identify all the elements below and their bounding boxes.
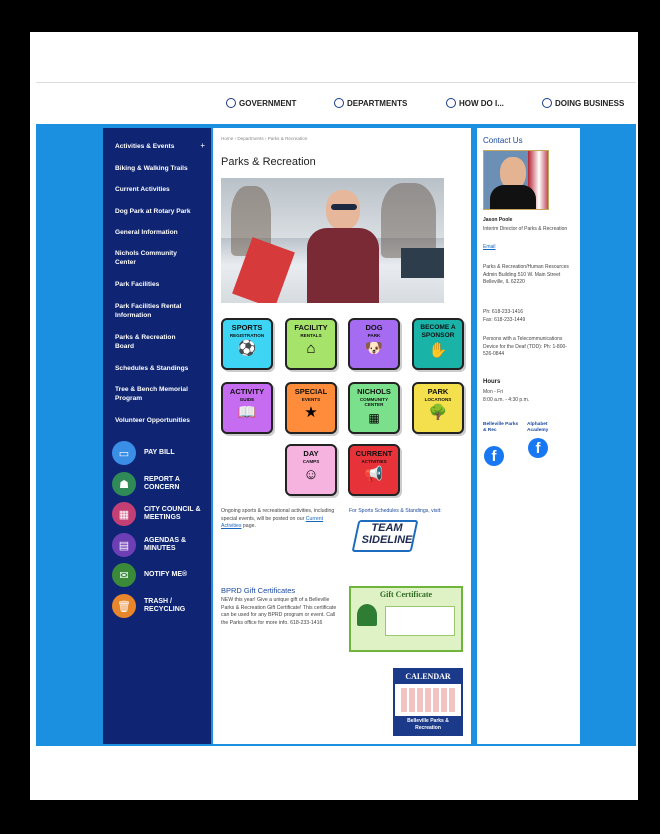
contact-fax: Fax: 618-233-1449 (483, 317, 526, 323)
tile-title: PARK (427, 387, 449, 396)
tile-title: DOG (365, 323, 383, 332)
quick-link-trash[interactable] (103, 594, 211, 618)
gift-heading: BPRD Gift Certificates (221, 586, 296, 595)
nav-doing-business[interactable] (542, 98, 624, 108)
tile-subtitle: PARK (367, 333, 381, 338)
calendar-icon: ▦ (112, 502, 136, 526)
quick-link-label: REPORT A CONCERN (144, 476, 180, 491)
tile-subtitle: COMMUNITY CENTER (359, 397, 389, 407)
tree-icon: 🌳 (428, 404, 448, 421)
tile-subtitle: REGISTRATION (229, 333, 265, 338)
quick-link-pay-bill[interactable] (103, 441, 211, 465)
calendar-grid-icon (401, 688, 455, 712)
nav-how-do-i[interactable] (446, 98, 504, 108)
tile-nichols-center[interactable] (348, 382, 400, 434)
tile-subtitle: EVENTS (301, 397, 321, 402)
sports-schedules-text: For Sports Schedules & Standings, visit: (349, 508, 442, 514)
social-label-alphabet[interactable]: Alphabet Academy (527, 422, 549, 433)
chat-icon: ✉ (112, 563, 136, 587)
nav-label: DOING BUSINESS (555, 98, 625, 108)
document-icon: ▤ (112, 533, 136, 557)
tile-title: FACILITY (294, 323, 328, 332)
contact-role: Interim Director of Parks & Recreation (483, 226, 568, 232)
ongoing-tail: page. (242, 523, 256, 529)
nav-label: HOW DO I... (459, 98, 504, 108)
sports-ball-icon: ⚽ (237, 340, 257, 357)
director-photo (221, 178, 444, 303)
hours-heading: Hours (483, 379, 501, 385)
contact-heading: Contact Us (483, 136, 523, 145)
tile-title: ACTIVITY (229, 387, 265, 396)
tile-title: BECOME A SPONSOR (420, 324, 456, 339)
sidebar-item-tree-bench[interactable]: Tree & Bench Memorial Program (115, 386, 188, 402)
page-title: Parks & Recreation (221, 156, 316, 168)
sidebar-item-biking-trails[interactable]: Biking & Walking Trails (115, 165, 188, 172)
contact-name: Jason Poole (483, 217, 513, 223)
circle-icon (334, 98, 344, 108)
tile-day-camps[interactable] (285, 444, 337, 496)
sidebar-item-general-info[interactable]: General Information (115, 229, 178, 236)
tile-title: CURRENT (355, 449, 393, 458)
circle-icon (226, 98, 236, 108)
social-label-parks[interactable]: Belleville Parks & Rec (483, 422, 519, 433)
facebook-icon[interactable]: f (484, 446, 504, 466)
tile-subtitle: CAMPS (302, 459, 320, 464)
circle-icon (446, 98, 456, 108)
sidebar-item-park-facilities[interactable]: Park Facilities (115, 281, 160, 288)
star-icon: ★ (304, 404, 318, 421)
main-content (213, 128, 471, 744)
ongoing-text: Ongoing sports & recreational activities, including special events, will be posted on our (221, 508, 335, 522)
tile-current-activities[interactable] (348, 444, 400, 496)
contact-column (477, 128, 580, 744)
tile-become-sponsor[interactable] (412, 318, 464, 370)
tile-activity-guide[interactable] (221, 382, 273, 434)
tile-subtitle: GUIDE (239, 397, 255, 402)
tile-title: DAY (303, 449, 319, 458)
sidebar-item-dog-park[interactable]: Dog Park at Rotary Park (115, 208, 191, 215)
contact-name-block (483, 217, 575, 225)
circle-icon (542, 98, 552, 108)
breadcrumb[interactable]: Home › Departments › Parks & Recreation (221, 136, 308, 141)
tile-subtitle: RENTALS (300, 333, 322, 338)
page-footer-area (36, 746, 636, 798)
sidebar-item-activities-events[interactable]: Activities & Events (115, 143, 175, 150)
building-icon: ▦ (368, 411, 380, 425)
sidebar-item-board[interactable]: Parks & Recreation Board (115, 334, 176, 350)
current-activities-link[interactable]: Current Activities (221, 515, 324, 529)
gift-text: NEW this year! Give a unique gift of a Belleville Parks & Recreation Gift Certificate! This certificate can be used for any BPRD program or event. Call the Parks office for more info. 618-233-1416 (221, 597, 337, 626)
tile-special-events[interactable] (285, 382, 337, 434)
calendar-subtitle: Belleville Parks & Recreation (395, 716, 461, 734)
quick-link-agendas[interactable] (103, 533, 211, 557)
tile-subtitle: LOCATIONS (424, 397, 452, 402)
sidebar-item-schedules[interactable]: Schedules & Standings (115, 365, 189, 372)
quick-link-report-concern[interactable] (103, 472, 211, 496)
sidebar-item-nichols[interactable]: Nichols Community Center (115, 250, 177, 266)
team-sideline-logo[interactable] (349, 518, 423, 556)
credit-card-icon: ▭ (112, 441, 136, 465)
tile-subtitle: ACTIVITIES (361, 459, 387, 464)
tile-dog-park[interactable] (348, 318, 400, 370)
contact-phone: Ph: 618-233-1416 (483, 309, 524, 315)
tile-facility-rentals[interactable] (285, 318, 337, 370)
calendar-title: CALENDAR (395, 670, 461, 684)
nav-label: GOVERNMENT (239, 98, 297, 108)
quick-link-city-council[interactable] (103, 502, 211, 526)
hours-time: 8:00 a.m. - 4:30 p.m. (483, 397, 530, 403)
nav-departments[interactable] (334, 98, 407, 108)
tile-title: SPECIAL (294, 387, 328, 396)
quick-link-label: CITY COUNCIL & MEETINGS (144, 506, 201, 521)
kids-icon: ☺ (303, 466, 319, 483)
expand-plus-icon[interactable]: + (200, 141, 205, 150)
contact-tdd: Persons with a Telecommunications Device for the Deaf (TDD): Ph: 1-800-526-0844 (483, 336, 567, 357)
gift-certificate-image[interactable] (349, 586, 463, 652)
ongoing-activities-text (221, 508, 339, 531)
tree-logo-icon (357, 604, 377, 626)
quick-link-label: TRASH / RECYCLING (144, 598, 186, 613)
calendar-image[interactable] (393, 668, 463, 736)
facebook-icon[interactable]: f (528, 438, 548, 458)
book-icon: 📖 (237, 404, 257, 421)
hours-days: Mon - Fri (483, 389, 503, 395)
tile-sports-registration[interactable] (221, 318, 273, 370)
dog-icon: 🐶 (364, 340, 384, 357)
nav-government[interactable] (226, 98, 296, 108)
sidebar (103, 128, 211, 744)
gift-certificate-title: Gift Certificate (379, 590, 433, 599)
contact-address: Parks & Recreation/Human Resources Admin Building 510 W. Main Street Belleville, IL 62220 (483, 264, 569, 285)
sidebar-item-current-activities[interactable]: Current Activities (115, 186, 170, 193)
certificate-lines (385, 606, 455, 636)
trash-icon: 🗑 (112, 594, 136, 618)
nav-label: DEPARTMENTS (347, 98, 408, 108)
tile-title: SPORTS (231, 323, 263, 332)
quick-link-label: NOTIFY ME® (144, 571, 188, 578)
tile-title: NICHOLS (357, 387, 391, 396)
pavilion-icon: ⌂ (306, 340, 316, 357)
top-navigation (36, 82, 636, 124)
sidebar-item-facilities-rental[interactable]: Park Facilities Rental Information (115, 303, 182, 319)
quick-link-label: AGENDAS & MINUTES (144, 537, 187, 552)
tile-park-locations[interactable] (412, 382, 464, 434)
quick-link-notify-me[interactable] (103, 563, 211, 587)
quick-link-label: PAY BILL (144, 449, 175, 456)
people-icon: ☗ (112, 472, 136, 496)
megaphone-icon: 📢 (364, 466, 384, 483)
hand-icon: ✋ (428, 342, 448, 359)
team-sideline-text: TEAM SIDELINE (361, 522, 413, 546)
sidebar-item-volunteer[interactable]: Volunteer Opportunities (115, 417, 190, 424)
email-link[interactable]: Email (483, 244, 496, 250)
contact-photo (483, 150, 549, 210)
